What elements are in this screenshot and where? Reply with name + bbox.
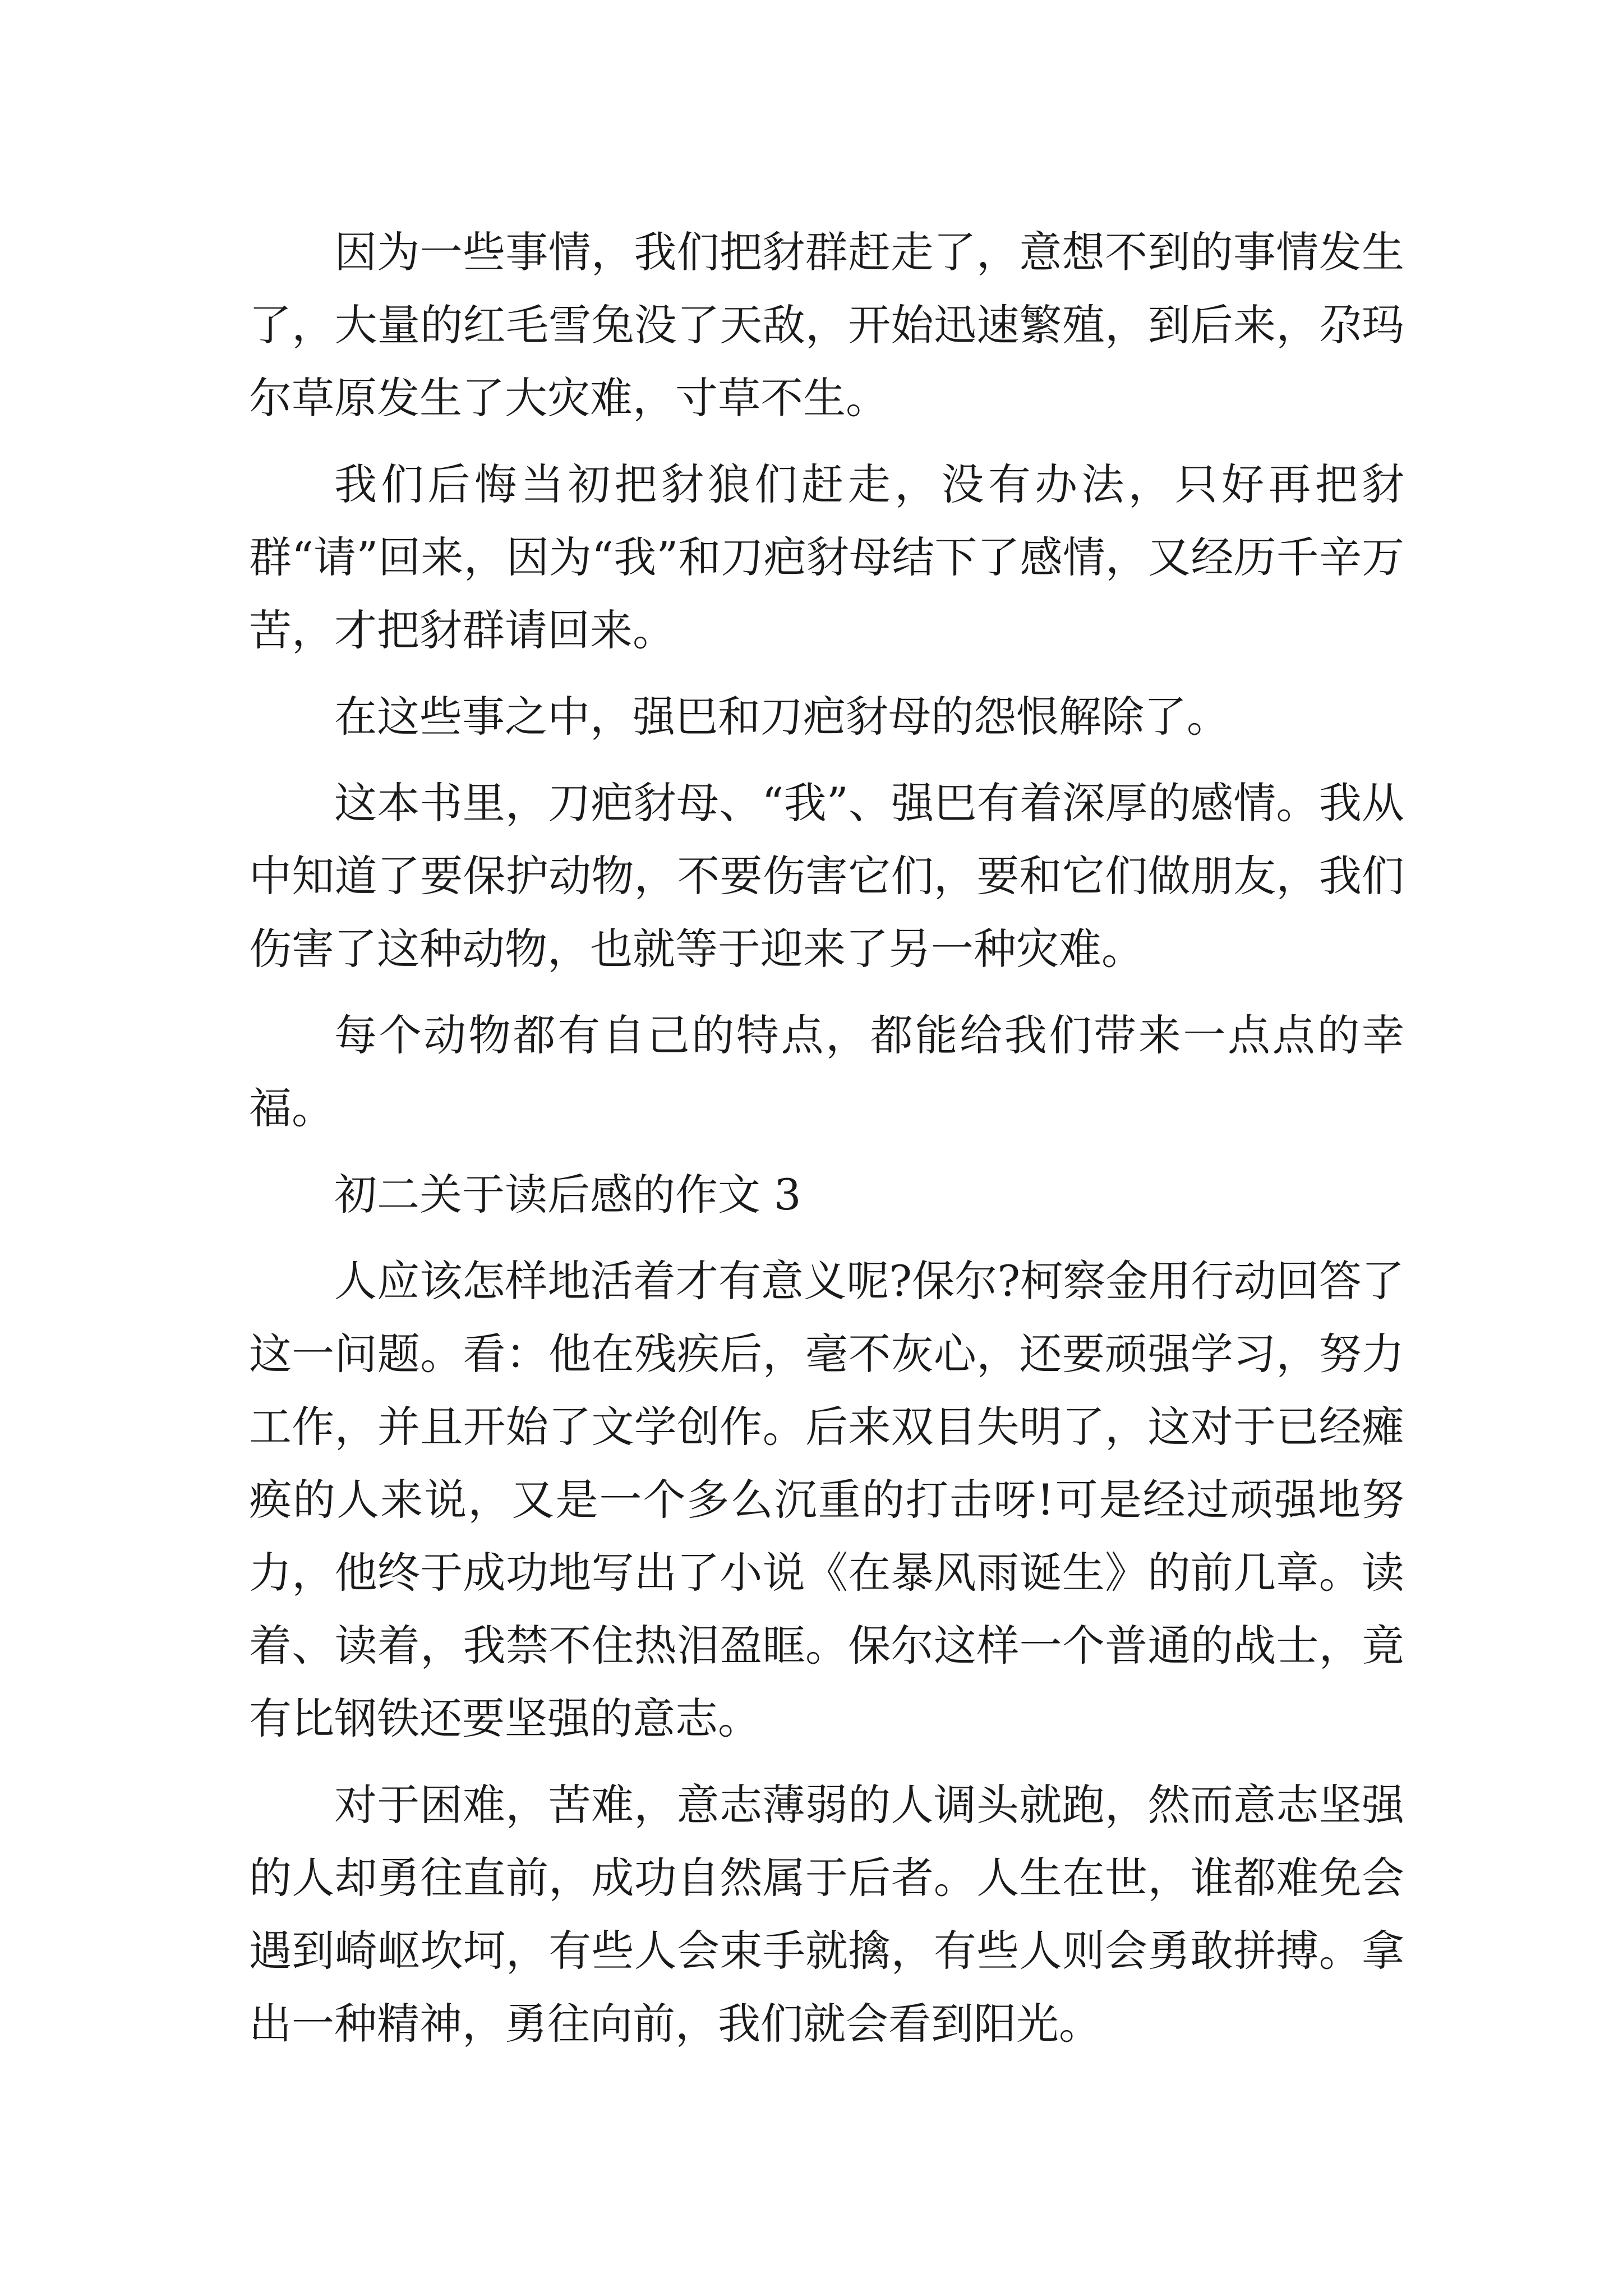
paragraph-4: 这本书里，刀疤豺母、“我”、强巴有着深厚的感情。我从中知道了要保护动物，不要伤害它们，要和它们做朋友，我们伤害了这种动物，也就等于迎来了另一种灾难。 <box>249 778 1404 974</box>
paragraph-1: 因为一些事情，我们把豺群赶走了，意想不到的事情发生了，大量的红毛雪兔没了天敌，开始迅速繁殖，到后来，尕玛尔草原发生了大灾难，寸草不生。 <box>249 227 1404 423</box>
essay-heading: 初二关于读后感的作文 3 <box>334 1170 801 1220</box>
paragraph-6: 人应该怎样地活着才有意义呢?保尔?柯察金用行动回答了这一问题。看：他在残疾后，毫不灰心，还要顽强学习，努力工作，并且开始了文学创作。后来双目失明了，这对于已经瘫痪的人来说，又是一个多么沉重的打击呀!可是经过顽强地努力，他终于成功地写出了小说《在暴风雨诞生》的前几章。读着、读着，我禁不住热泪盈眶。保尔这样一个普通的战士，竟有比钢铁还要坚强的意志。 <box>249 1256 1404 1743</box>
essay-body <box>249 216 1404 2060</box>
paragraph-5: 每个动物都有自己的特点，都能给我们带来一点点的幸福。 <box>249 1010 1404 1133</box>
paragraph-7: 对于困难，苦难，意志薄弱的人调头就跑，然而意志坚强的人却勇往直前，成功自然属于后者。人生在世，谁都难免会遇到崎岖坎坷，有些人会束手就擒，有些人则会勇敢拼搏。拿出一种精神，勇往向前，我们就会看到阳光。 <box>249 1780 1404 2049</box>
paragraph-3: 在这些事之中，强巴和刀疤豺母的怨恨解除了。 <box>334 692 1229 742</box>
paragraph-2: 我们后悔当初把豺狼们赶走，没有办法，只好再把豺群“请”回来，因为“我”和刀疤豺母结下了感情，又经历千辛万苦，才把豺群请回来。 <box>249 459 1404 655</box>
